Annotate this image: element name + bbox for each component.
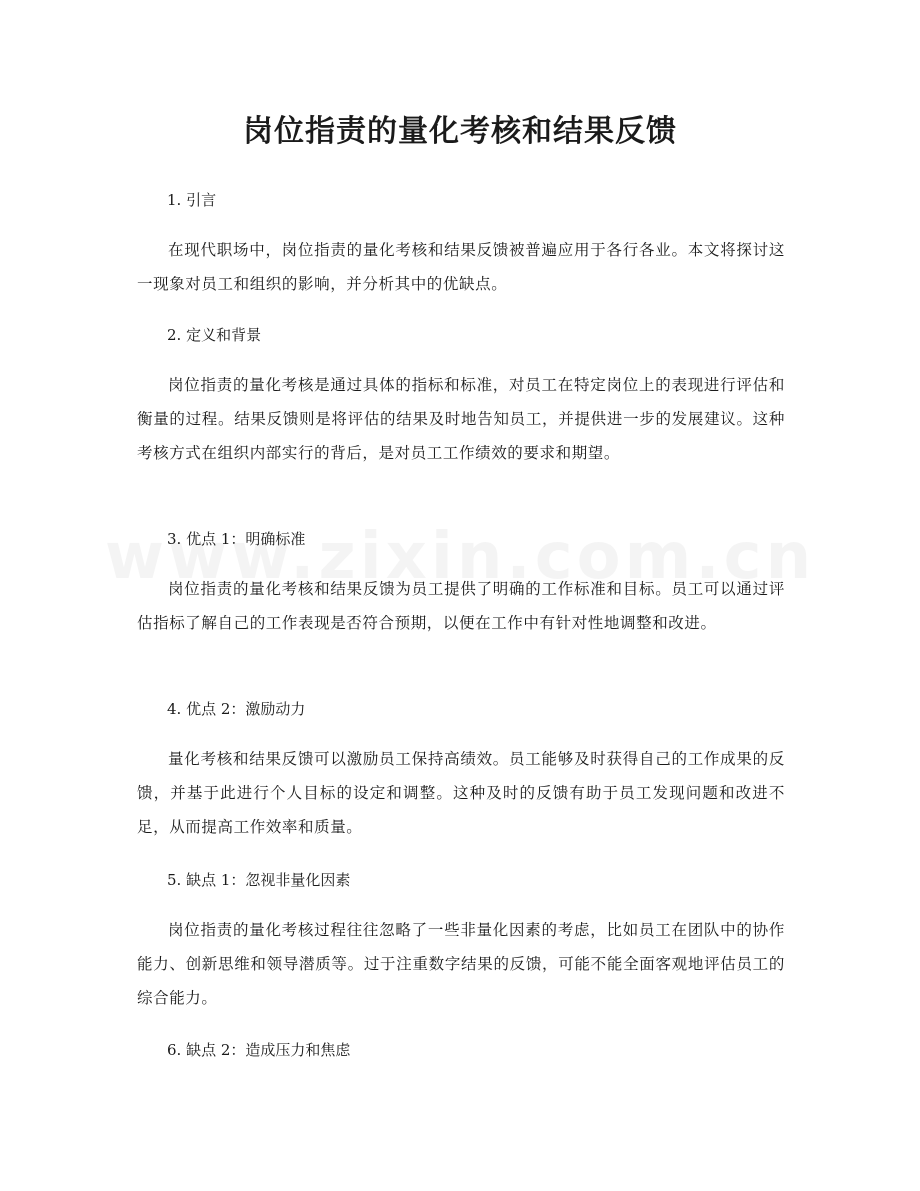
section-paragraph-3: 岗位指责的量化考核和结果反馈为员工提供了明确的工作标准和目标。员工可以通过评估指标了解自己的工作表现是否符合预期，以便在工作中有针对性地调整和改进。	[137, 580, 785, 632]
section-heading-5: 5. 缺点 1：忽视非量化因素	[167, 871, 351, 889]
section-heading-6: 6. 缺点 2：造成压力和焦虑	[167, 1041, 351, 1059]
section-heading-2: 2. 定义和背景	[167, 326, 262, 344]
section-paragraph-4: 量化考核和结果反馈可以激励员工保持高绩效。员工能够及时获得自己的工作成果的反馈，并基于此进行个人目标的设定和调整。这种及时的反馈有助于员工发现问题和改进不足，从而提高工作效率和质量。	[137, 750, 785, 836]
section-heading-4: 4. 优点 2：激励动力	[167, 700, 306, 718]
section-paragraph-2: 岗位指责的量化考核是通过具体的指标和标准，对员工在特定岗位上的表现进行评估和衡量的过程。结果反馈则是将评估的结果及时地告知员工，并提供进一步的发展建议。这种考核方式在组织内部实行的背后，是对员工工作绩效的要求和期望。	[137, 376, 785, 462]
section-paragraph-5: 岗位指责的量化考核过程往往忽略了一些非量化因素的考虑，比如员工在团队中的协作能力、创新思维和领导潜质等。过于注重数字结果的反馈，可能不能全面客观地评估员工的综合能力。	[137, 921, 785, 1007]
section-paragraph-1: 在现代职场中，岗位指责的量化考核和结果反馈被普遍应用于各行各业。本文将探讨这一现象对员工和组织的影响，并分析其中的优缺点。	[137, 241, 785, 293]
section-heading-1: 1. 引言	[167, 191, 217, 209]
section-heading-3: 3. 优点 1：明确标准	[167, 530, 306, 548]
document-title: 岗位指责的量化考核和结果反馈	[243, 114, 677, 149]
